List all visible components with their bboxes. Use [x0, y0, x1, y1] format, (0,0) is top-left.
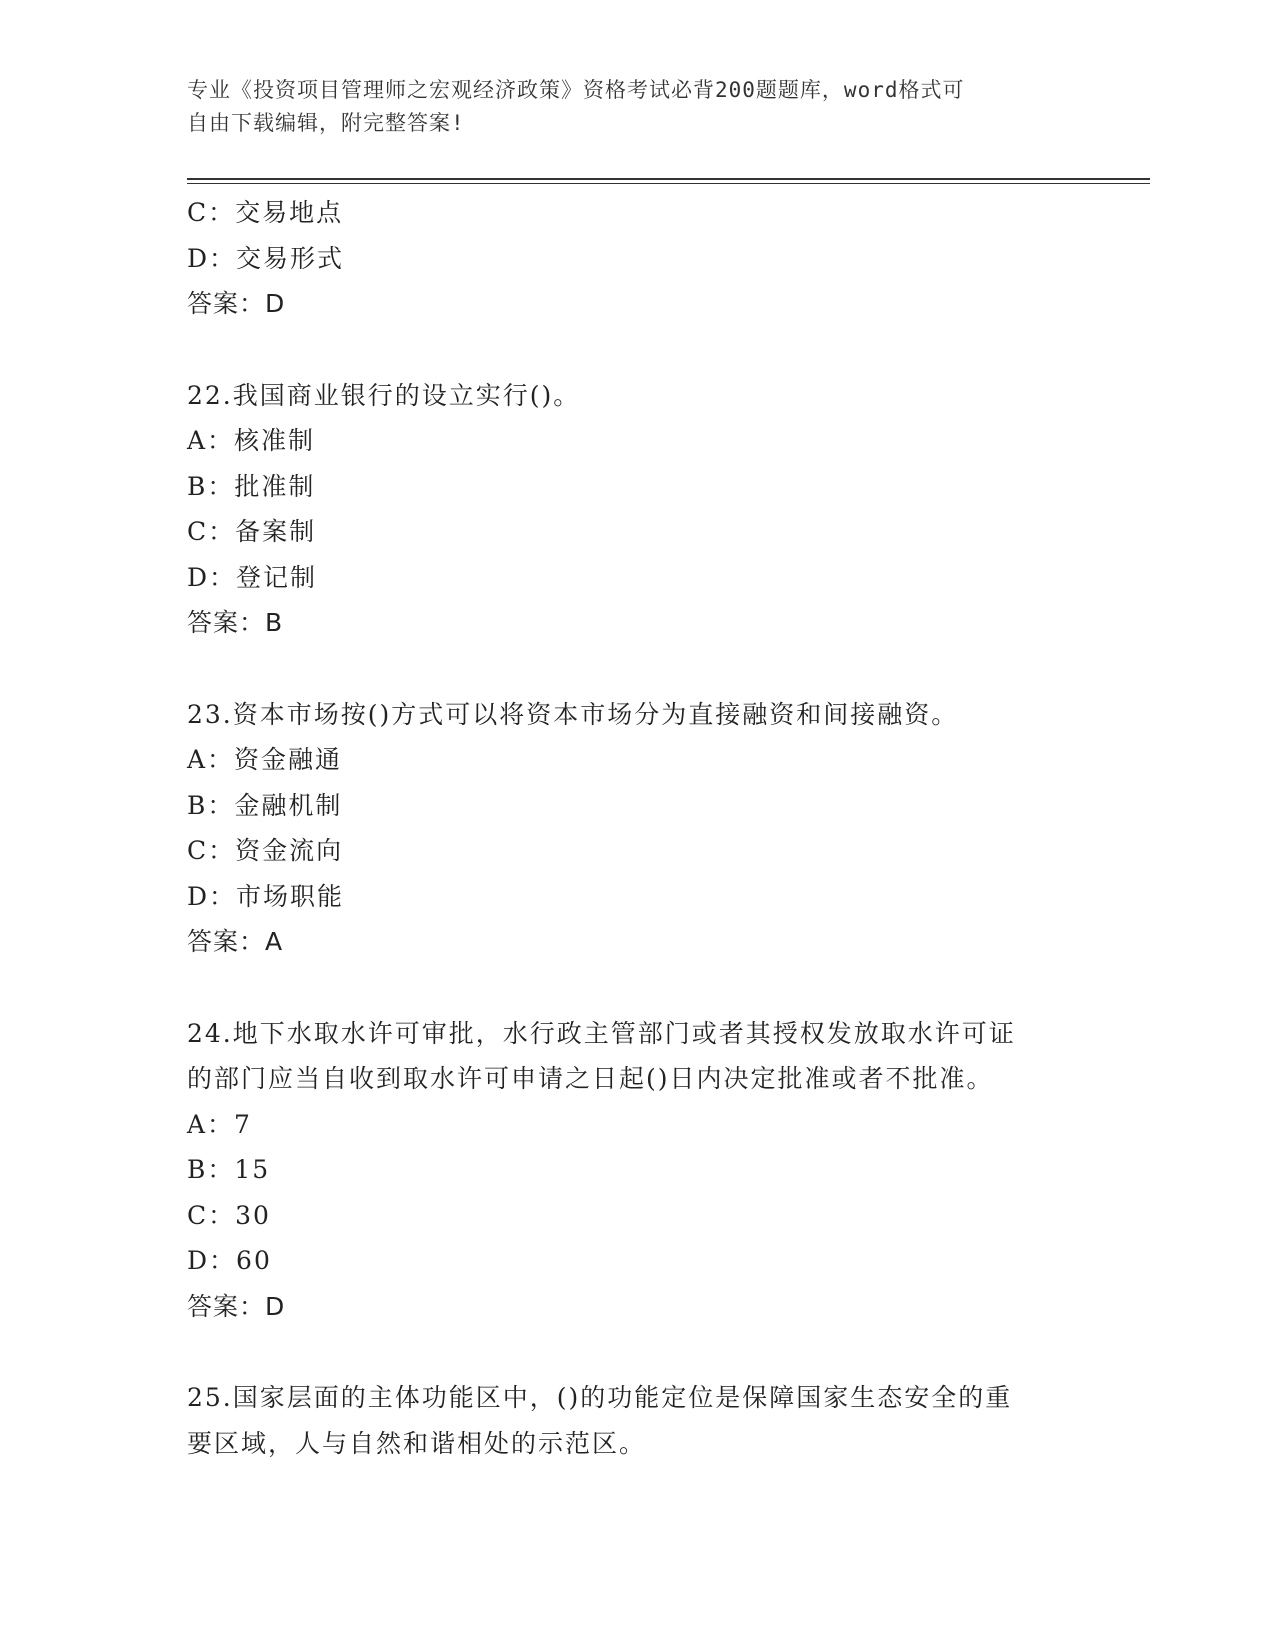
answer-line: 答案：A — [187, 927, 284, 956]
spacer — [187, 327, 1087, 373]
option-a: A：7 — [187, 1109, 252, 1139]
option-b: B：金融机制 — [187, 790, 343, 820]
option-a: A：资金融通 — [187, 745, 343, 774]
question-text: 23.资本市场按()方式可以将资本市场分为直接融资和间接融资。 — [187, 699, 959, 729]
option-b: B：15 — [187, 1155, 271, 1184]
option-b: B：批准制 — [187, 471, 316, 501]
question-text-line-2: 要区域，人与自然和谐相处的示范区。 — [187, 1428, 647, 1458]
spacer — [187, 646, 1087, 692]
header-line-2: 自由下载编辑，附完整答案! — [187, 111, 465, 135]
option-a: A：核准制 — [187, 426, 316, 455]
option-d: D：市场职能 — [187, 881, 345, 911]
document-body — [187, 190, 1087, 1466]
option-c: C：资金流向 — [187, 836, 344, 865]
header-rule-thin — [187, 183, 1150, 184]
question-24 — [187, 1011, 1087, 1330]
option-d: D：登记制 — [187, 562, 318, 592]
question-text-line-1: 24.地下水取水许可审批，水行政主管部门或者其授权发放取水许可证 — [187, 1018, 1016, 1048]
spacer — [187, 965, 1087, 1011]
answer-line: 答案：B — [187, 608, 284, 637]
question-text-line-1: 25.国家层面的主体功能区中，()的功能定位是保障国家生态安全的重 — [187, 1383, 1013, 1412]
option-c: C：交易地点 — [187, 198, 344, 227]
document-header — [187, 74, 1087, 140]
option-d: D：60 — [187, 1246, 272, 1275]
question-25 — [187, 1375, 1087, 1466]
header-line-1: 专业《投资项目管理师之宏观经济政策》资格考试必背200题题库，word格式可 — [187, 78, 965, 102]
spacer — [187, 1329, 1087, 1375]
header-rule-thick — [187, 178, 1150, 180]
question-text-line-2: 的部门应当自收到取水许可申请之日起()日内决定批准或者不批准。 — [187, 1064, 994, 1093]
question-text: 22.我国商业银行的设立实行()。 — [187, 380, 581, 410]
answer-line: 答案：D — [187, 1291, 286, 1321]
question-23 — [187, 692, 1087, 965]
option-d: D：交易形式 — [187, 243, 345, 273]
option-c: C：30 — [187, 1200, 271, 1230]
option-c: C：备案制 — [187, 517, 317, 546]
question-partial — [187, 190, 1087, 327]
answer-line: 答案：D — [187, 289, 286, 318]
question-22 — [187, 373, 1087, 646]
